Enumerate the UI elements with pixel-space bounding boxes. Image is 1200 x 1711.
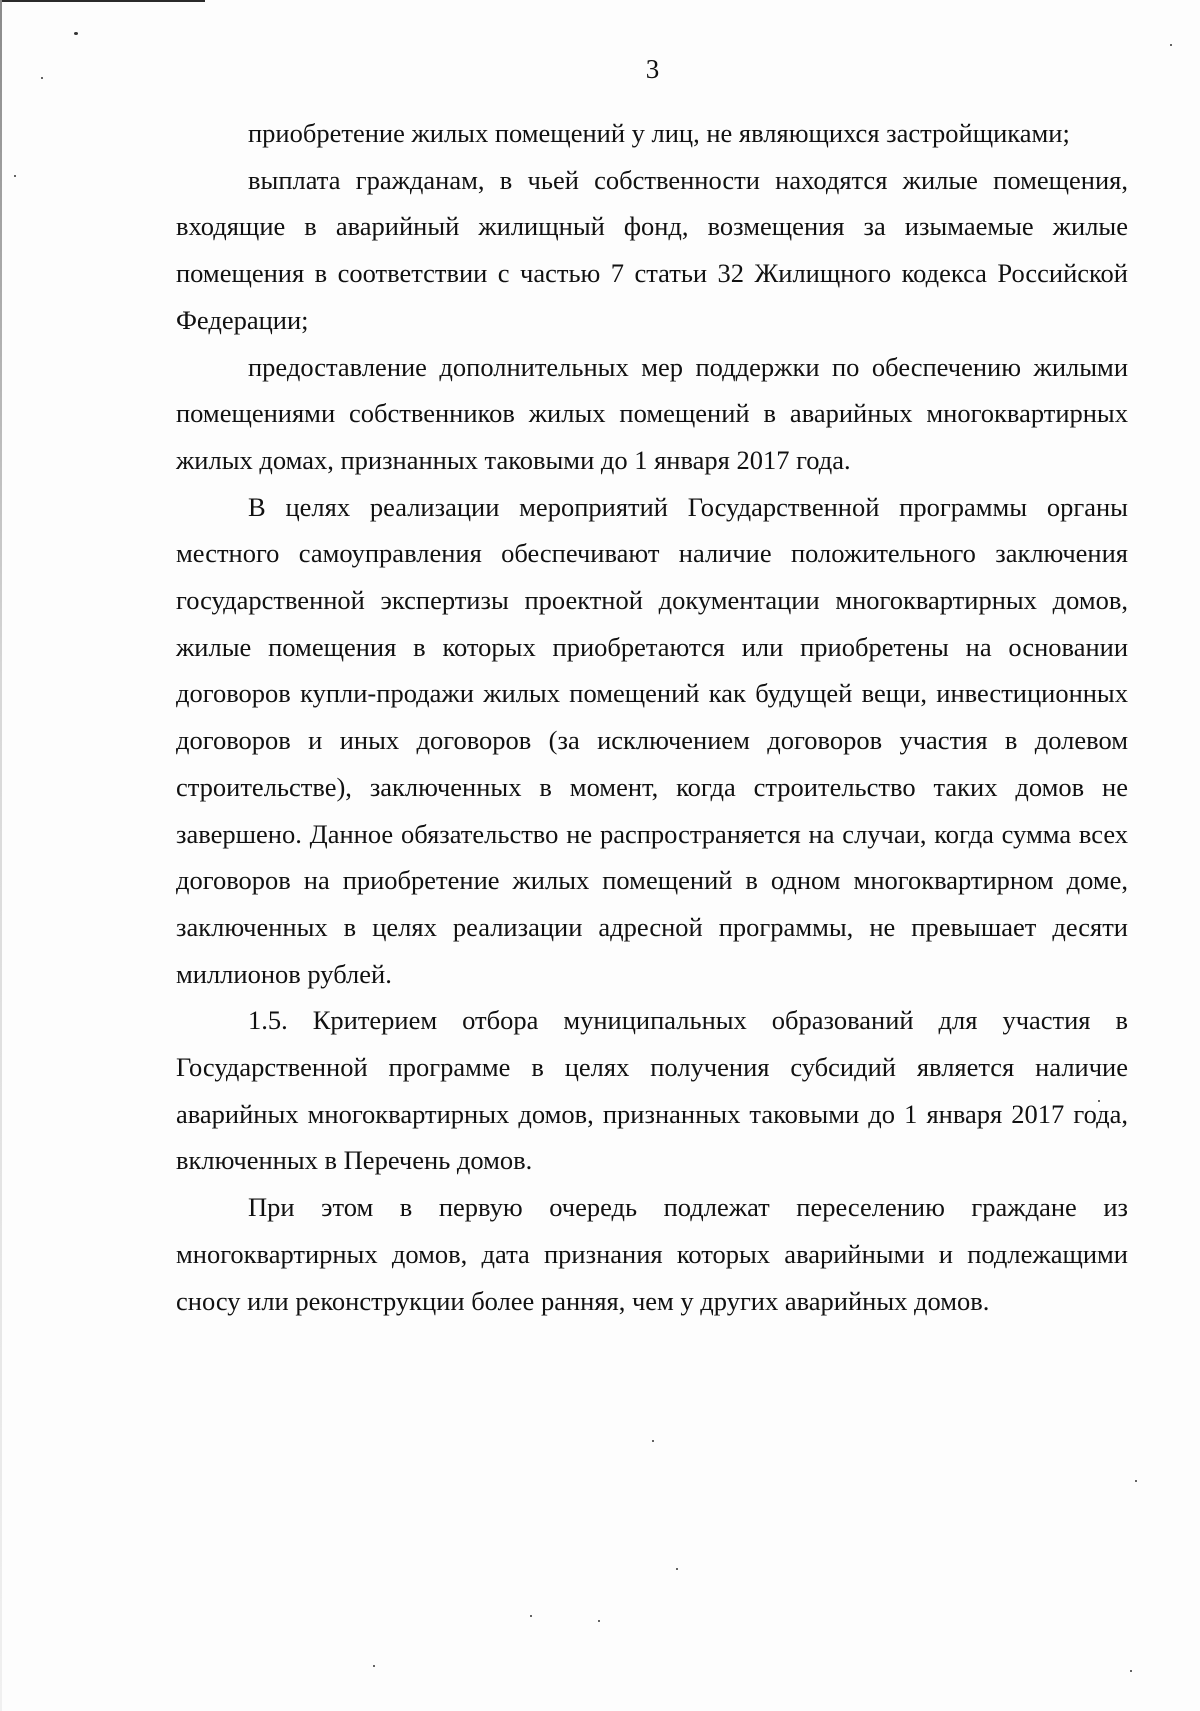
scan-edge-shadow	[0, 0, 2, 1711]
scan-speck	[652, 1440, 654, 1442]
paragraph-acquisition-non-developers: приобретение жилых помещений у лиц, не являющихся застройщиками;	[248, 118, 1070, 148]
document-body	[176, 110, 1128, 1324]
scan-speck	[1170, 44, 1172, 46]
paragraph-resettlement-priority: При этом в первую очередь подлежат переселению граждане из многоквартирных домов, дата признания которых аварийными и подлежащими сносу или реконструкции более ранняя, чем у других аварийных домов.	[176, 1192, 1128, 1316]
scan-speck	[530, 1615, 532, 1617]
scan-speck	[1130, 1670, 1132, 1672]
paragraph-selection-criterion: 1.5. Критерием отбора муниципальных образований для участия в Государственной программе в целях получения субсидий является наличие аварийных многоквартирных домов, признанных таковыми до 1 января 2017 года, включенных в Перечень домов.	[176, 1005, 1128, 1176]
paragraph-compensation-payment: выплата гражданам, в чьей собственности находятся жилые помещения, входящие в аварийный жилищный фонд, возмещения за изымаемые жилые помещения в соответствии с частью 7 статьи 32 Жилищного кодекса Российской Федерации;	[176, 164, 1128, 335]
scan-speck	[14, 175, 16, 177]
scan-speck	[74, 32, 78, 35]
paragraph-state-expertise: В целях реализации мероприятий Государственной программы органы местного самоуправления обеспечивают наличие положительного заключения государственной экспертизы проектной документации многоквартирных домов, жилые помещения в которых приобретаются или приобретены на основании договоров купли-продажи жилых помещений как будущей вещи, инвестиционных договоров и иных договоров (за исключением договоров участия в долевом строительстве), заключенных в момент, когда строительство таких домов не завершено. Данное обязательство не распространяется на случаи, когда сумма всех договоров на приобретение жилых помещений в одном многоквартирном доме, заключенных в целях реализации адресной программы, не превышает десяти миллионов рублей.	[176, 491, 1128, 989]
scan-speck	[598, 1620, 600, 1622]
scan-speck	[1135, 1480, 1137, 1482]
scan-edge-mark	[0, 0, 205, 2]
paragraph-additional-support: предоставление дополнительных мер поддержки по обеспечению жилыми помещениями собственников жилых помещений в аварийных многоквартирных жилых домах, признанных таковыми до 1 января 2017 года.	[176, 351, 1128, 475]
scan-speck	[373, 1665, 375, 1667]
page-number: 3	[645, 54, 660, 84]
scan-speck	[676, 1568, 678, 1570]
